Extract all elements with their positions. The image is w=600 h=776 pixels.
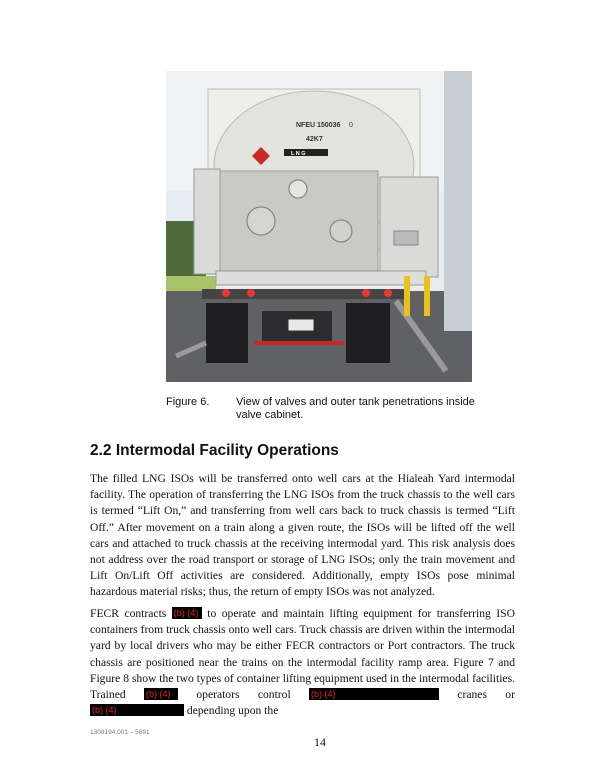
document-id: 1308194.001 – 5691 [90, 729, 150, 736]
redaction-3: (b) (4) [309, 688, 439, 700]
size-code-label: 42K7 [306, 136, 323, 143]
redaction-2: (b) (4) [144, 688, 178, 700]
paragraph-2-part-a: FECR contracts [90, 607, 167, 620]
paragraph-1: The filled LNG ISOs will be transferred onto well cars at the Hialeah Yard intermodal facility. The operation of transferring the LNG ISOs from the truck chassis to the well cars is termed “Lift On,” and transferring from well cars back to truck chassis is termed “Lift Off.” After movement on a train along a given route, the ISOs will be lifted off the well cars and attached to truck chassis at the receiving intermodal yard. This risk analysis does not address over the road transport or storage of LNG ISOs; only the train movement and Lift On/Lift Off activities are considered. Additionally, empty ISOs pose minimal hazardous material risks; thus, the return of empty ISOs was not analyzed. [90, 472, 515, 599]
page-number: 14 [314, 735, 326, 749]
redaction-1: (b) (4) [172, 607, 202, 619]
lng-iso-container-photo [166, 71, 472, 382]
paragraph-2 [90, 606, 515, 719]
figure-caption-text: View of valves and outer tank penetrations inside valve cabinet. [236, 396, 475, 421]
figure-number: Figure 6. [166, 396, 210, 408]
section-heading: 2.2 Intermodal Facility Operations [90, 442, 339, 459]
paragraph-2-part-c: operators control [196, 688, 291, 702]
paragraph-2-part-d: cranes or [457, 688, 515, 702]
redaction-4: (b) (4) [90, 704, 184, 716]
figure-photo [166, 71, 472, 382]
container-id-label: NFEU 150036 [296, 122, 341, 129]
lng-panel-label: L N G [291, 151, 306, 157]
check-digit-label: 0 [349, 122, 353, 129]
paragraph-2-part-b: to operate and maintain lifting equipment for transferring ISO containers from truck chassis onto well cars. Truck chassis are driven within the intermodal yard by local drivers who may be either FECR contractors or Port contractors. The truck chassis are positioned near the trains on the intermodal facility ramp area. Figure 7 and Figure 8 show the two types of container lifting equipment used in the intermodal facilities. Trained [90, 607, 515, 702]
paragraph-2-part-e: depending upon the [186, 704, 279, 718]
